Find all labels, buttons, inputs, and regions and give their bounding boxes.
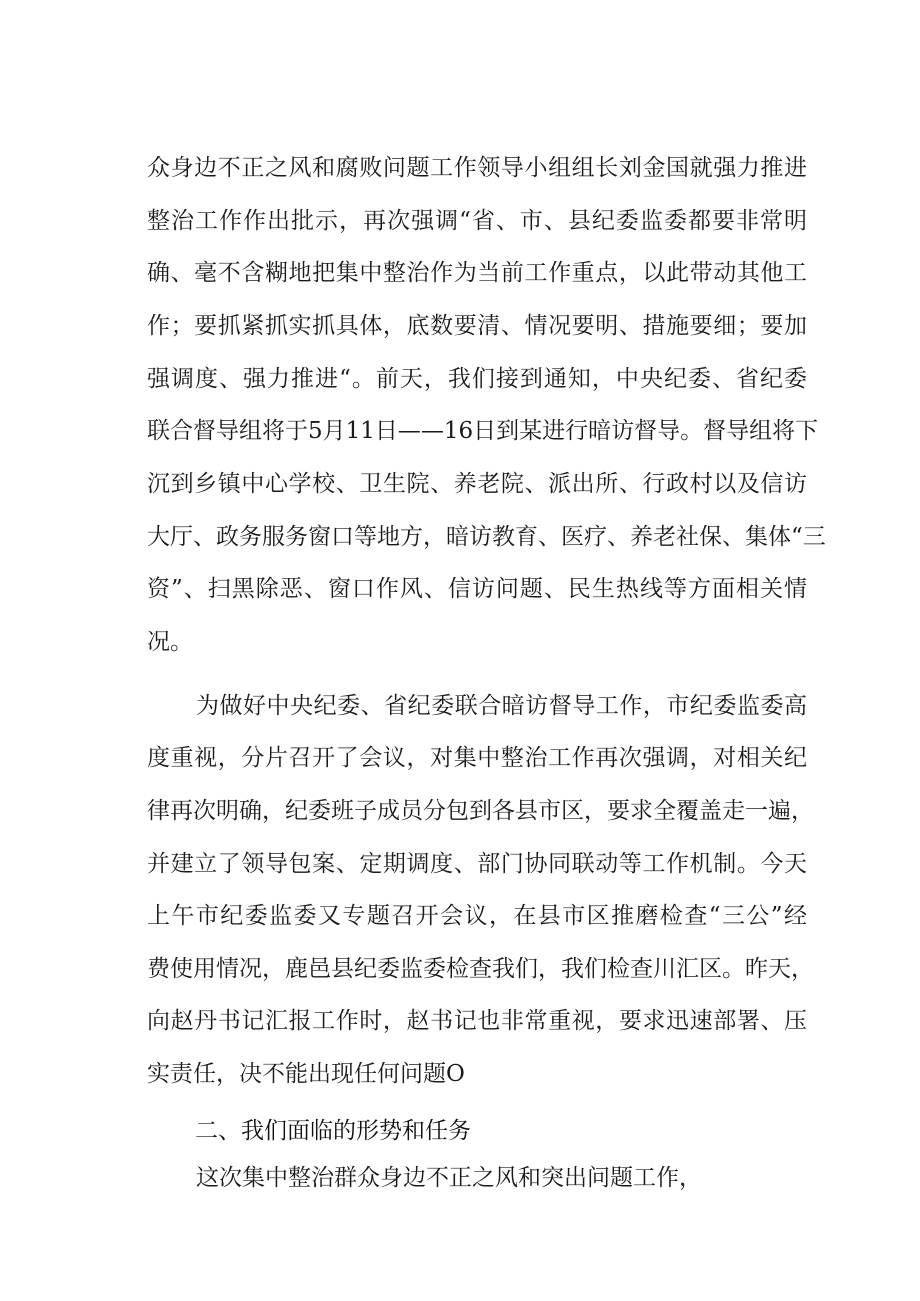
paragraph-line: 联合督导组将于5月11日——16日到某进行暗访督导。督导组将下 <box>147 418 819 444</box>
paragraph-line: 实责任，决不能出现任何问题O <box>147 1061 465 1087</box>
section-heading: 二、我们面临的形势和任务 <box>195 1118 471 1144</box>
paragraph-line: 大厅、政务服务窗口等地方，暗访教育、医疗、养老社保、集体“三 <box>147 524 826 550</box>
paragraph-line: 作；要抓紧抓实抓具体，底数要清、情况要明、措施要细；要加 <box>147 313 807 339</box>
paragraph-line: 为做好中央纪委、省纪委联合暗访督导工作，市纪委监委高 <box>196 693 807 719</box>
paragraph-line: 度重视，分片召开了会议，对集中整治工作再次强调，对相关纪 <box>147 745 807 771</box>
paragraph-line: 况。 <box>147 629 193 655</box>
paragraph-line: 资”、扫黑除恶、窗口作风、信访问题、民生热线等方面相关情 <box>147 576 807 602</box>
paragraph-line: 强调度、强力推进“。前天，我们接到通知，中央纪委、省纪委 <box>147 366 807 392</box>
paragraph-line: 上午市纪委监委又专题召开会议，在县市区推磨检查“三公”经 <box>147 903 807 929</box>
paragraph-line: 向赵丹书记汇报工作时，赵书记也非常重视，要求迅速部署、压 <box>147 1008 807 1034</box>
paragraph-line: 这次集中整治群众身边不正之风和突出问题工作， <box>196 1165 702 1191</box>
paragraph-line: 整治工作作出批示，再次强调“省、市、县纪委监委都要非常明 <box>147 208 807 234</box>
paragraph-line: 费使用情况，鹿邑县纪委监委检查我们，我们检查川汇区。昨天， <box>147 956 814 982</box>
paragraph-line: 众身边不正之风和腐败问题工作领导小组组长刘金国就强力推进 <box>147 155 807 181</box>
paragraph-line: 并建立了领导包案、定期调度、部门协同联动等工作机制。今天 <box>147 851 807 877</box>
paragraph-line: 律再次明确，纪委班子成员分包到各县市区，要求全覆盖走一遍， <box>147 798 814 824</box>
paragraph-line: 沉到乡镇中心学校、卫生院、养老院、派出所、行政村以及信访 <box>147 471 807 497</box>
paragraph-line: 确、毫不含糊地把集中整治作为当前工作重点，以此带动其他工 <box>147 260 807 286</box>
